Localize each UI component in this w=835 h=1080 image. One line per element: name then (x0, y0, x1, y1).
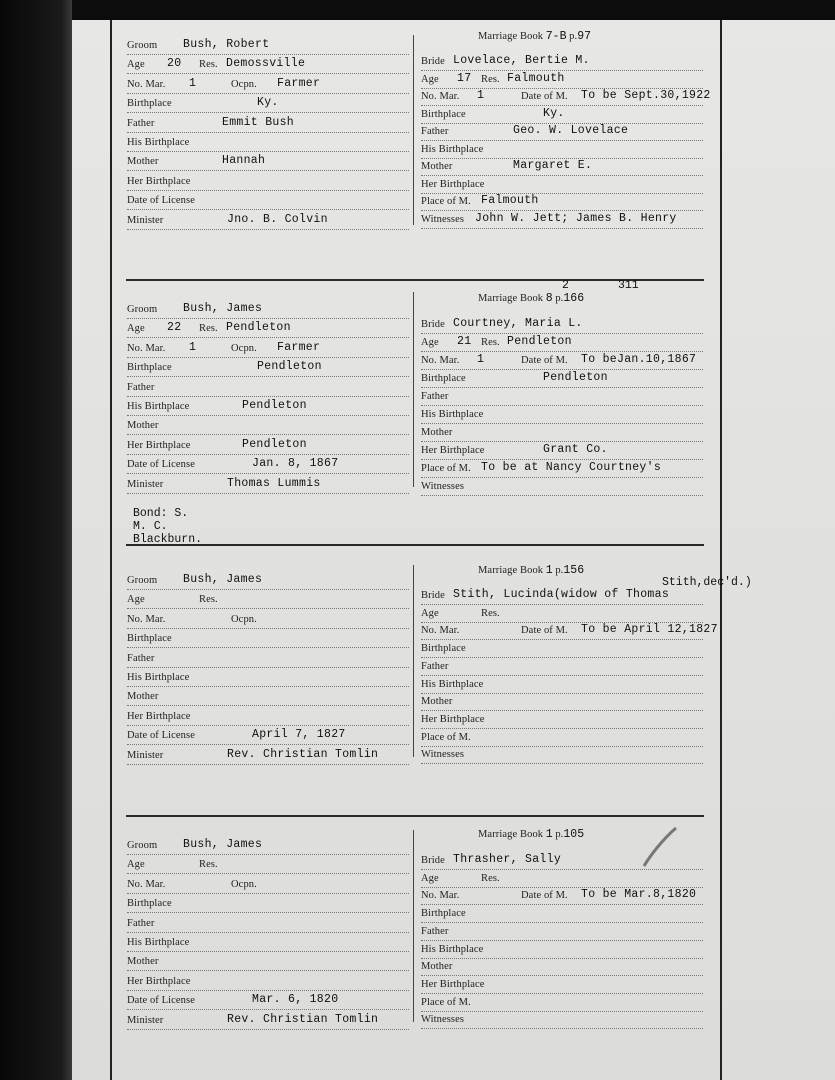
ocpn-label: Ocpn. (231, 878, 257, 890)
no-mar-label: No. Mar. (127, 78, 166, 90)
date-of-license-label: Date of License (127, 195, 195, 207)
marriage-book-number: 7-B (545, 30, 567, 43)
date-of-marriage-label: Date of M. (521, 625, 568, 637)
res-value: Pendleton (507, 335, 572, 349)
date-of-license-row (127, 730, 409, 745)
father-label: Father (127, 381, 155, 393)
date-of-license-row (127, 995, 409, 1010)
marriage-book-number: 8 (545, 292, 553, 305)
card-column-divider (413, 830, 414, 1022)
mother-row (421, 161, 703, 176)
no-mar-value: 1 (189, 340, 197, 354)
mother-label: Mother (127, 691, 159, 703)
groom-value: Bush, James (183, 838, 263, 851)
mother-row (127, 420, 409, 435)
card-column-divider (413, 565, 414, 757)
res-label: Res. (199, 594, 218, 606)
birthplace-label: Birthplace (127, 633, 172, 645)
her-birthplace-label: Her Birthplace (421, 178, 485, 190)
date-of-marriage-label: Date of M. (521, 91, 568, 102)
no-mar-label: No. Mar. (127, 342, 166, 354)
res-label: Res. (481, 73, 500, 85)
father-row (127, 918, 409, 933)
marriage-book-ref (478, 30, 591, 43)
age-label: Age (127, 594, 145, 606)
no-mar-row (421, 623, 718, 640)
mother-value: Margaret E. (513, 159, 593, 172)
marriage-book-label: Marriage Book (478, 293, 544, 304)
ocpn-label: Ocpn. (231, 78, 257, 90)
date-of-marriage-value: To beJan.10,1867 (581, 353, 697, 367)
birthplace-row (127, 362, 409, 377)
mother-value: Hannah (222, 154, 266, 168)
his-birthplace-row (127, 672, 409, 687)
birthplace-row (421, 908, 703, 923)
father-label: Father (127, 917, 155, 929)
birthplace-value: Ky. (257, 96, 279, 110)
his-birthplace-row (127, 137, 409, 152)
no-mar-value: 1 (477, 353, 485, 367)
groom-value: Bush, James (183, 302, 263, 315)
groom-label: Groom (127, 575, 158, 586)
bride-label: Bride (421, 855, 445, 866)
check-mark (640, 826, 680, 881)
place-of-m-value: To be at Nancy Courtney's (481, 461, 662, 475)
her-birthplace-label: Her Birthplace (127, 710, 191, 722)
father-label: Father (421, 660, 449, 672)
no-mar-row (421, 89, 711, 106)
father-row (421, 126, 703, 141)
date-of-license-value: April 7, 1827 (252, 728, 346, 742)
marriage-book-number: 1 (545, 564, 553, 577)
card-left-edge (110, 20, 112, 1080)
her-birthplace-label: Her Birthplace (127, 975, 191, 987)
father-row (127, 382, 409, 397)
father-label: Father (421, 925, 449, 937)
res-label: Res. (199, 859, 218, 871)
her-birthplace-row (421, 714, 703, 729)
father-row (127, 653, 409, 668)
date-of-marriage-label: Date of M. (521, 355, 568, 367)
birthplace-row (127, 898, 409, 913)
birthplace-label: Birthplace (421, 108, 466, 120)
age-row (127, 323, 409, 338)
witnesses-value: John W. Jett; James B. Henry (475, 211, 677, 225)
his-birthplace-row (421, 144, 703, 159)
mother-label: Mother (421, 427, 453, 439)
her-birthplace-label: Her Birthplace (421, 445, 485, 457)
mother-label: Mother (421, 961, 453, 973)
birthplace-row (421, 106, 703, 124)
father-label: Father (421, 391, 449, 403)
mother-row (421, 961, 703, 976)
mother-label: Mother (127, 156, 159, 168)
date-of-license-row (127, 195, 409, 210)
date-of-license-label: Date of License (127, 995, 195, 1007)
bride-label: Bride (421, 319, 445, 330)
his-birthplace-label: His Birthplace (127, 672, 190, 683)
his-birthplace-row (421, 944, 703, 959)
page-label: p. (555, 565, 564, 576)
his-birthplace-label: His Birthplace (127, 137, 190, 148)
res-label: Res. (481, 337, 500, 349)
res-label: Res. (199, 59, 218, 71)
birthplace-value: Pendleton (257, 360, 322, 374)
date-of-marriage-label: Date of M. (521, 890, 568, 902)
mother-row (127, 156, 409, 171)
minister-row (127, 747, 409, 765)
father-value: Emmit Bush (222, 115, 295, 129)
no-mar-row (127, 340, 409, 358)
no-mar-label: No. Mar. (421, 625, 460, 637)
father-label: Father (127, 117, 155, 129)
age-label: Age (421, 337, 439, 349)
birthplace-value: Pendleton (543, 371, 608, 385)
bride-row (421, 56, 703, 71)
minister-label: Minister (127, 478, 164, 490)
age-label: Age (127, 323, 145, 335)
her-birthplace-row (421, 979, 703, 994)
ocpn-value: Farmer (277, 340, 321, 354)
birthplace-label: Birthplace (421, 643, 466, 655)
mother-row (127, 691, 409, 706)
date-of-license-value: Mar. 6, 1820 (252, 993, 339, 1007)
his-birthplace-label: His Birthplace (421, 409, 484, 421)
her-birthplace-value: Grant Co. (543, 443, 608, 457)
groom-label: Groom (127, 40, 158, 51)
age-row (421, 608, 703, 623)
marriage-book-ref (478, 828, 584, 841)
birthplace-row (127, 633, 409, 648)
his-birthplace-row (127, 401, 409, 416)
date-of-marriage-value: To be April 12,1827 (581, 623, 718, 637)
page-superscript: 311 (618, 279, 639, 292)
her-birthplace-label: Her Birthplace (421, 978, 485, 990)
groom-value: Bush, James (183, 573, 263, 586)
groom-row (127, 575, 409, 590)
place-of-m-value: Falmouth (481, 194, 539, 207)
page-number: 105 (563, 828, 585, 841)
bride-row (421, 590, 703, 605)
no-mar-label: No. Mar. (421, 890, 460, 902)
page-number: 166 (563, 292, 585, 305)
mother-row (421, 696, 703, 711)
card-column-divider (413, 292, 414, 487)
minister-label: Minister (127, 214, 164, 226)
birthplace-label: Birthplace (421, 373, 466, 385)
date-of-marriage-value: To be Mar.8,1820 (581, 888, 697, 902)
res-value: Pendleton (226, 321, 291, 335)
father-label: Father (421, 126, 449, 137)
birthplace-row (421, 373, 703, 388)
ocpn-label: Ocpn. (231, 342, 257, 354)
res-value: Demossville (226, 57, 306, 71)
card-separator-3 (126, 815, 704, 817)
marriage-book-superscript: 2 (562, 279, 569, 292)
marriage-book-ref (478, 292, 584, 305)
age-row (127, 59, 409, 74)
father-value: Geo. W. Lovelace (513, 124, 629, 137)
his-birthplace-label: His Birthplace (127, 937, 190, 948)
age-row (421, 337, 703, 352)
his-birthplace-label: His Birthplace (421, 943, 484, 955)
minister-row (127, 476, 409, 494)
age-row (421, 71, 703, 89)
marriage-book-label: Marriage Book (478, 31, 544, 42)
res-label: Res. (481, 872, 500, 884)
his-birthplace-row (127, 937, 409, 952)
birthplace-label: Birthplace (127, 362, 172, 374)
groom-label: Groom (127, 304, 158, 315)
res-value: Falmouth (507, 71, 565, 85)
ocpn-label: Ocpn. (231, 613, 257, 625)
place-of-m-row (421, 463, 703, 478)
no-mar-row (127, 614, 409, 629)
marriage-book-number: 1 (545, 828, 553, 841)
age-value: 21 (457, 335, 472, 349)
bride-value: Stith, Lucinda(widow of Thomas (453, 588, 670, 601)
birthplace-row (421, 643, 703, 658)
her-birthplace-row (127, 437, 409, 455)
age-value: 22 (167, 321, 182, 335)
no-mar-label: No. Mar. (127, 613, 166, 625)
page-label: p. (555, 829, 564, 840)
no-mar-row (421, 890, 703, 905)
age-label: Age (421, 872, 439, 884)
card-column-divider (413, 35, 414, 225)
birthplace-label: Birthplace (127, 98, 172, 110)
no-mar-label: No. Mar. (127, 878, 166, 890)
bride-name-continuation: Stith,dec'd.) (662, 576, 752, 589)
mother-label: Mother (127, 956, 159, 968)
her-birthplace-row (127, 176, 409, 191)
no-mar-label: No. Mar. (421, 355, 460, 367)
minister-value: Thomas Lummis (227, 476, 321, 490)
res-label: Res. (481, 607, 500, 619)
date-of-license-value: Jan. 8, 1867 (252, 457, 339, 471)
his-birthplace-label: His Birthplace (421, 678, 484, 690)
minister-label: Minister (127, 749, 164, 761)
age-value: 20 (167, 57, 182, 71)
place-of-m-row (421, 732, 703, 747)
minister-label: Minister (127, 1014, 164, 1026)
minister-value: Jno. B. Colvin (227, 212, 328, 226)
age-label: Age (127, 859, 145, 871)
minister-value: Rev. Christian Tomlin (227, 747, 379, 761)
page-number: 97 (577, 30, 592, 43)
bond-note: Bond: S. M. C. Blackburn. (133, 507, 203, 546)
page-number: 156 (563, 564, 585, 577)
witnesses-row (421, 749, 703, 764)
marriage-book-label: Marriage Book (478, 565, 544, 576)
groom-row (127, 304, 409, 319)
father-row (421, 391, 703, 406)
her-birthplace-label: Her Birthplace (127, 439, 191, 451)
father-row (421, 926, 703, 941)
age-label: Age (421, 607, 439, 619)
mother-label: Mother (421, 696, 453, 708)
witnesses-label: Witnesses (421, 1014, 465, 1026)
no-mar-row (127, 76, 409, 94)
her-birthplace-row (127, 711, 409, 726)
date-of-license-label: Date of License (127, 730, 195, 742)
father-label: Father (127, 652, 155, 664)
groom-row (127, 40, 409, 55)
date-of-marriage-value: To be Sept.30,1922 (581, 89, 711, 102)
place-of-m-row (421, 997, 703, 1012)
mother-row (421, 427, 703, 442)
mother-label: Mother (421, 161, 453, 172)
card-right-edge (720, 20, 722, 1080)
witnesses-label: Witnesses (421, 749, 465, 761)
age-label: Age (127, 59, 145, 71)
film-edge-left (0, 0, 72, 1080)
page-label: p. (555, 293, 564, 304)
birthplace-value: Ky. (543, 106, 565, 120)
ocpn-value: Farmer (277, 76, 321, 90)
witnesses-label: Witnesses (421, 481, 465, 493)
father-row (421, 661, 703, 676)
witnesses-label: Witnesses (421, 213, 465, 225)
witnesses-row (421, 211, 703, 229)
place-of-m-label: Place of M. (421, 996, 471, 1008)
page-label: p. (569, 31, 578, 42)
groom-value: Bush, Robert (183, 38, 270, 51)
bride-value: Courtney, Maria L. (453, 317, 583, 330)
age-label: Age (421, 73, 439, 85)
no-mar-row (421, 355, 703, 370)
her-birthplace-row (421, 445, 703, 460)
age-value: 17 (457, 71, 472, 85)
marriage-book-ref (478, 564, 584, 577)
birthplace-label: Birthplace (421, 908, 466, 920)
birthplace-label: Birthplace (127, 898, 172, 910)
marriage-book-label: Marriage Book (478, 829, 544, 840)
his-birthplace-row (421, 409, 703, 424)
minister-row (127, 1012, 409, 1030)
her-birthplace-value: Pendleton (242, 437, 307, 451)
mother-row (127, 956, 409, 971)
date-of-license-row (127, 459, 409, 474)
mother-label: Mother (127, 420, 159, 432)
her-birthplace-label: Her Birthplace (421, 713, 485, 725)
his-birthplace-label: His Birthplace (127, 401, 190, 412)
bride-label: Bride (421, 590, 445, 601)
no-mar-label: No. Mar. (421, 91, 460, 102)
witnesses-row (421, 1014, 703, 1029)
birthplace-row (127, 98, 409, 113)
father-row (127, 115, 409, 133)
his-birthplace-value: Pendleton (242, 399, 307, 412)
his-birthplace-row (421, 679, 703, 694)
groom-label: Groom (127, 840, 158, 851)
place-of-m-row (421, 196, 703, 211)
place-of-m-label: Place of M. (421, 731, 471, 743)
bride-value: Lovelace, Bertie M. (453, 54, 590, 67)
age-row (127, 859, 409, 874)
her-birthplace-label: Her Birthplace (127, 175, 191, 187)
her-birthplace-row (127, 976, 409, 991)
her-birthplace-row (421, 179, 703, 194)
film-edge-top (0, 0, 835, 20)
witnesses-row (421, 481, 703, 496)
place-of-m-label: Place of M. (421, 463, 471, 475)
his-birthplace-label: His Birthplace (421, 143, 484, 155)
no-mar-value: 1 (477, 89, 485, 102)
no-mar-row (127, 879, 409, 894)
no-mar-value: 1 (189, 76, 197, 90)
groom-row (127, 840, 409, 855)
bride-label: Bride (421, 56, 445, 67)
res-label: Res. (199, 323, 218, 335)
bride-row (421, 319, 703, 334)
date-of-license-label: Date of License (127, 459, 195, 471)
minister-row (127, 212, 409, 230)
bride-value: Thrasher, Sally (453, 853, 562, 866)
place-of-m-label: Place of M. (421, 196, 471, 207)
card-separator-2 (126, 544, 704, 546)
age-row (127, 594, 409, 609)
minister-value: Rev. Christian Tomlin (227, 1012, 379, 1026)
